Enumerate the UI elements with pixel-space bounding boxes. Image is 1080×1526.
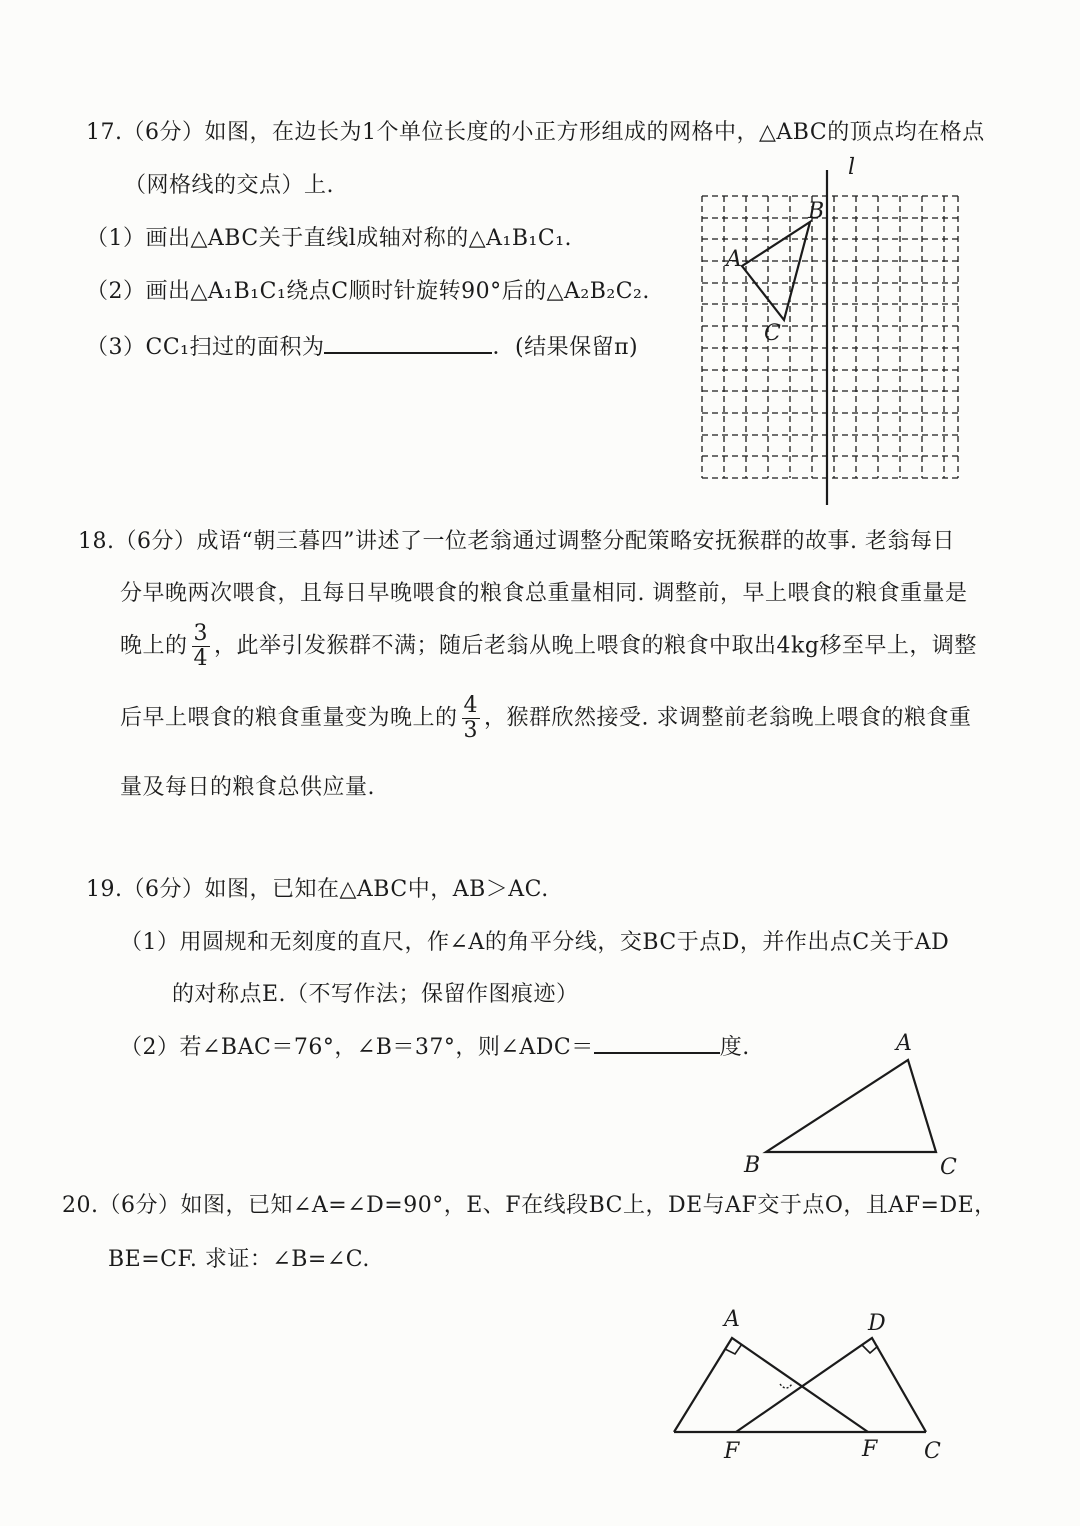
label-b-q19: B [744, 1153, 761, 1178]
q18-line3-suffix: ，此举引发猴群不满；随后老翁从晚上喂食的粮食中取出4kg移至早上，调整 [214, 633, 977, 659]
q17-grid-figure [690, 150, 970, 510]
q17-part3-prefix: （3）CC₁扫过的面积为 [86, 335, 325, 360]
q19-line1: 19.（6分）如图，已知在△ABC中，AB＞AC. [86, 877, 549, 902]
answer-blank-q17[interactable] [324, 330, 492, 354]
label-c: C [764, 321, 781, 346]
q18-line4 [120, 694, 972, 743]
label-f2-q20: F [862, 1437, 878, 1462]
label-l: l [848, 155, 856, 180]
frac1-denominator: 4 [193, 646, 209, 672]
q19-part1a: （1）用圆规和无刻度的直尺，作∠A的角平分线，交BC于点D，并作出点C关于AD [120, 930, 950, 955]
q17-part2: （2）画出△A₁B₁C₁绕点C顺时针旋转90°后的△A₂B₂C₂. [86, 279, 650, 304]
label-a-q20: A [724, 1307, 740, 1332]
q20-figure [660, 1300, 960, 1470]
q18-line1: 18.（6分）成语“朝三暮四”讲述了一位老翁通过调整分配策略安抚猴群的故事. 老翁每日 [78, 529, 955, 554]
label-a-q19: A [896, 1031, 912, 1056]
q17-part3-suffix: ．(结果保留π) [492, 335, 639, 360]
q17-line2: （网格线的交点）上. [124, 173, 334, 198]
frac2-denominator: 3 [463, 718, 479, 744]
frac2-numerator: 4 [463, 693, 479, 718]
q19-part2 [120, 1030, 750, 1061]
q17-line1: 17.（6分）如图，在边长为1个单位长度的小正方形组成的网格中，△ABC的顶点均在格点 [86, 120, 985, 145]
frac1-numerator: 3 [193, 621, 209, 646]
q17-part1: （1）画出△ABC关于直线l成轴对称的△A₁B₁C₁. [86, 226, 573, 251]
grid-lines [702, 196, 958, 478]
q18-line5: 量及每日的粮食总供应量. [120, 775, 375, 800]
q17-part3 [86, 330, 638, 361]
q18-line2: 分早晚两次喂食，且每日早晚喂食的粮食总重量相同. 调整前，早上喂食的粮食重量是 [120, 581, 968, 606]
label-c-q20: C [924, 1439, 941, 1464]
q18-line4-prefix: 后早上喂食的粮食重量变为晚上的 [120, 705, 458, 731]
q19-part1b: 的对称点E.（不写作法；保留作图痕迹） [172, 982, 579, 1007]
triangle-abf [674, 1338, 868, 1432]
answer-blank-q19[interactable] [594, 1030, 720, 1054]
label-f1-q20: F [724, 1439, 740, 1464]
q19-part2-suffix: 度. [719, 1035, 750, 1060]
q20-line2: BE=CF. 求证：∠B=∠C. [108, 1247, 370, 1272]
q19-part2-prefix: （2）若∠BAC＝76°，∠B＝37°，则∠ADC＝ [120, 1035, 594, 1060]
triangle-abc [742, 222, 810, 320]
label-b: B [808, 199, 825, 224]
intersection-mark-o [780, 1384, 792, 1388]
q18-line4-suffix: ，猴群欣然接受. 求调整前老翁晚上喂食的粮食重 [484, 705, 972, 731]
label-c-q19: C [940, 1155, 957, 1180]
triangle-dec [736, 1338, 926, 1432]
q18-line3-prefix: 晚上的 [120, 633, 188, 659]
triangle-abc-q19 [766, 1060, 936, 1152]
label-a: A [726, 247, 742, 272]
fraction-4-3 [462, 694, 481, 743]
label-d-q20: D [868, 1311, 886, 1336]
q18-line3 [120, 622, 977, 671]
q20-line1: 20.（6分）如图，已知∠A=∠D=90°，E、F在线段BC上，DE与AF交于点O，且AF=DE， [62, 1193, 997, 1218]
fraction-3-4 [192, 622, 211, 671]
q19-triangle-figure [736, 1028, 976, 1180]
